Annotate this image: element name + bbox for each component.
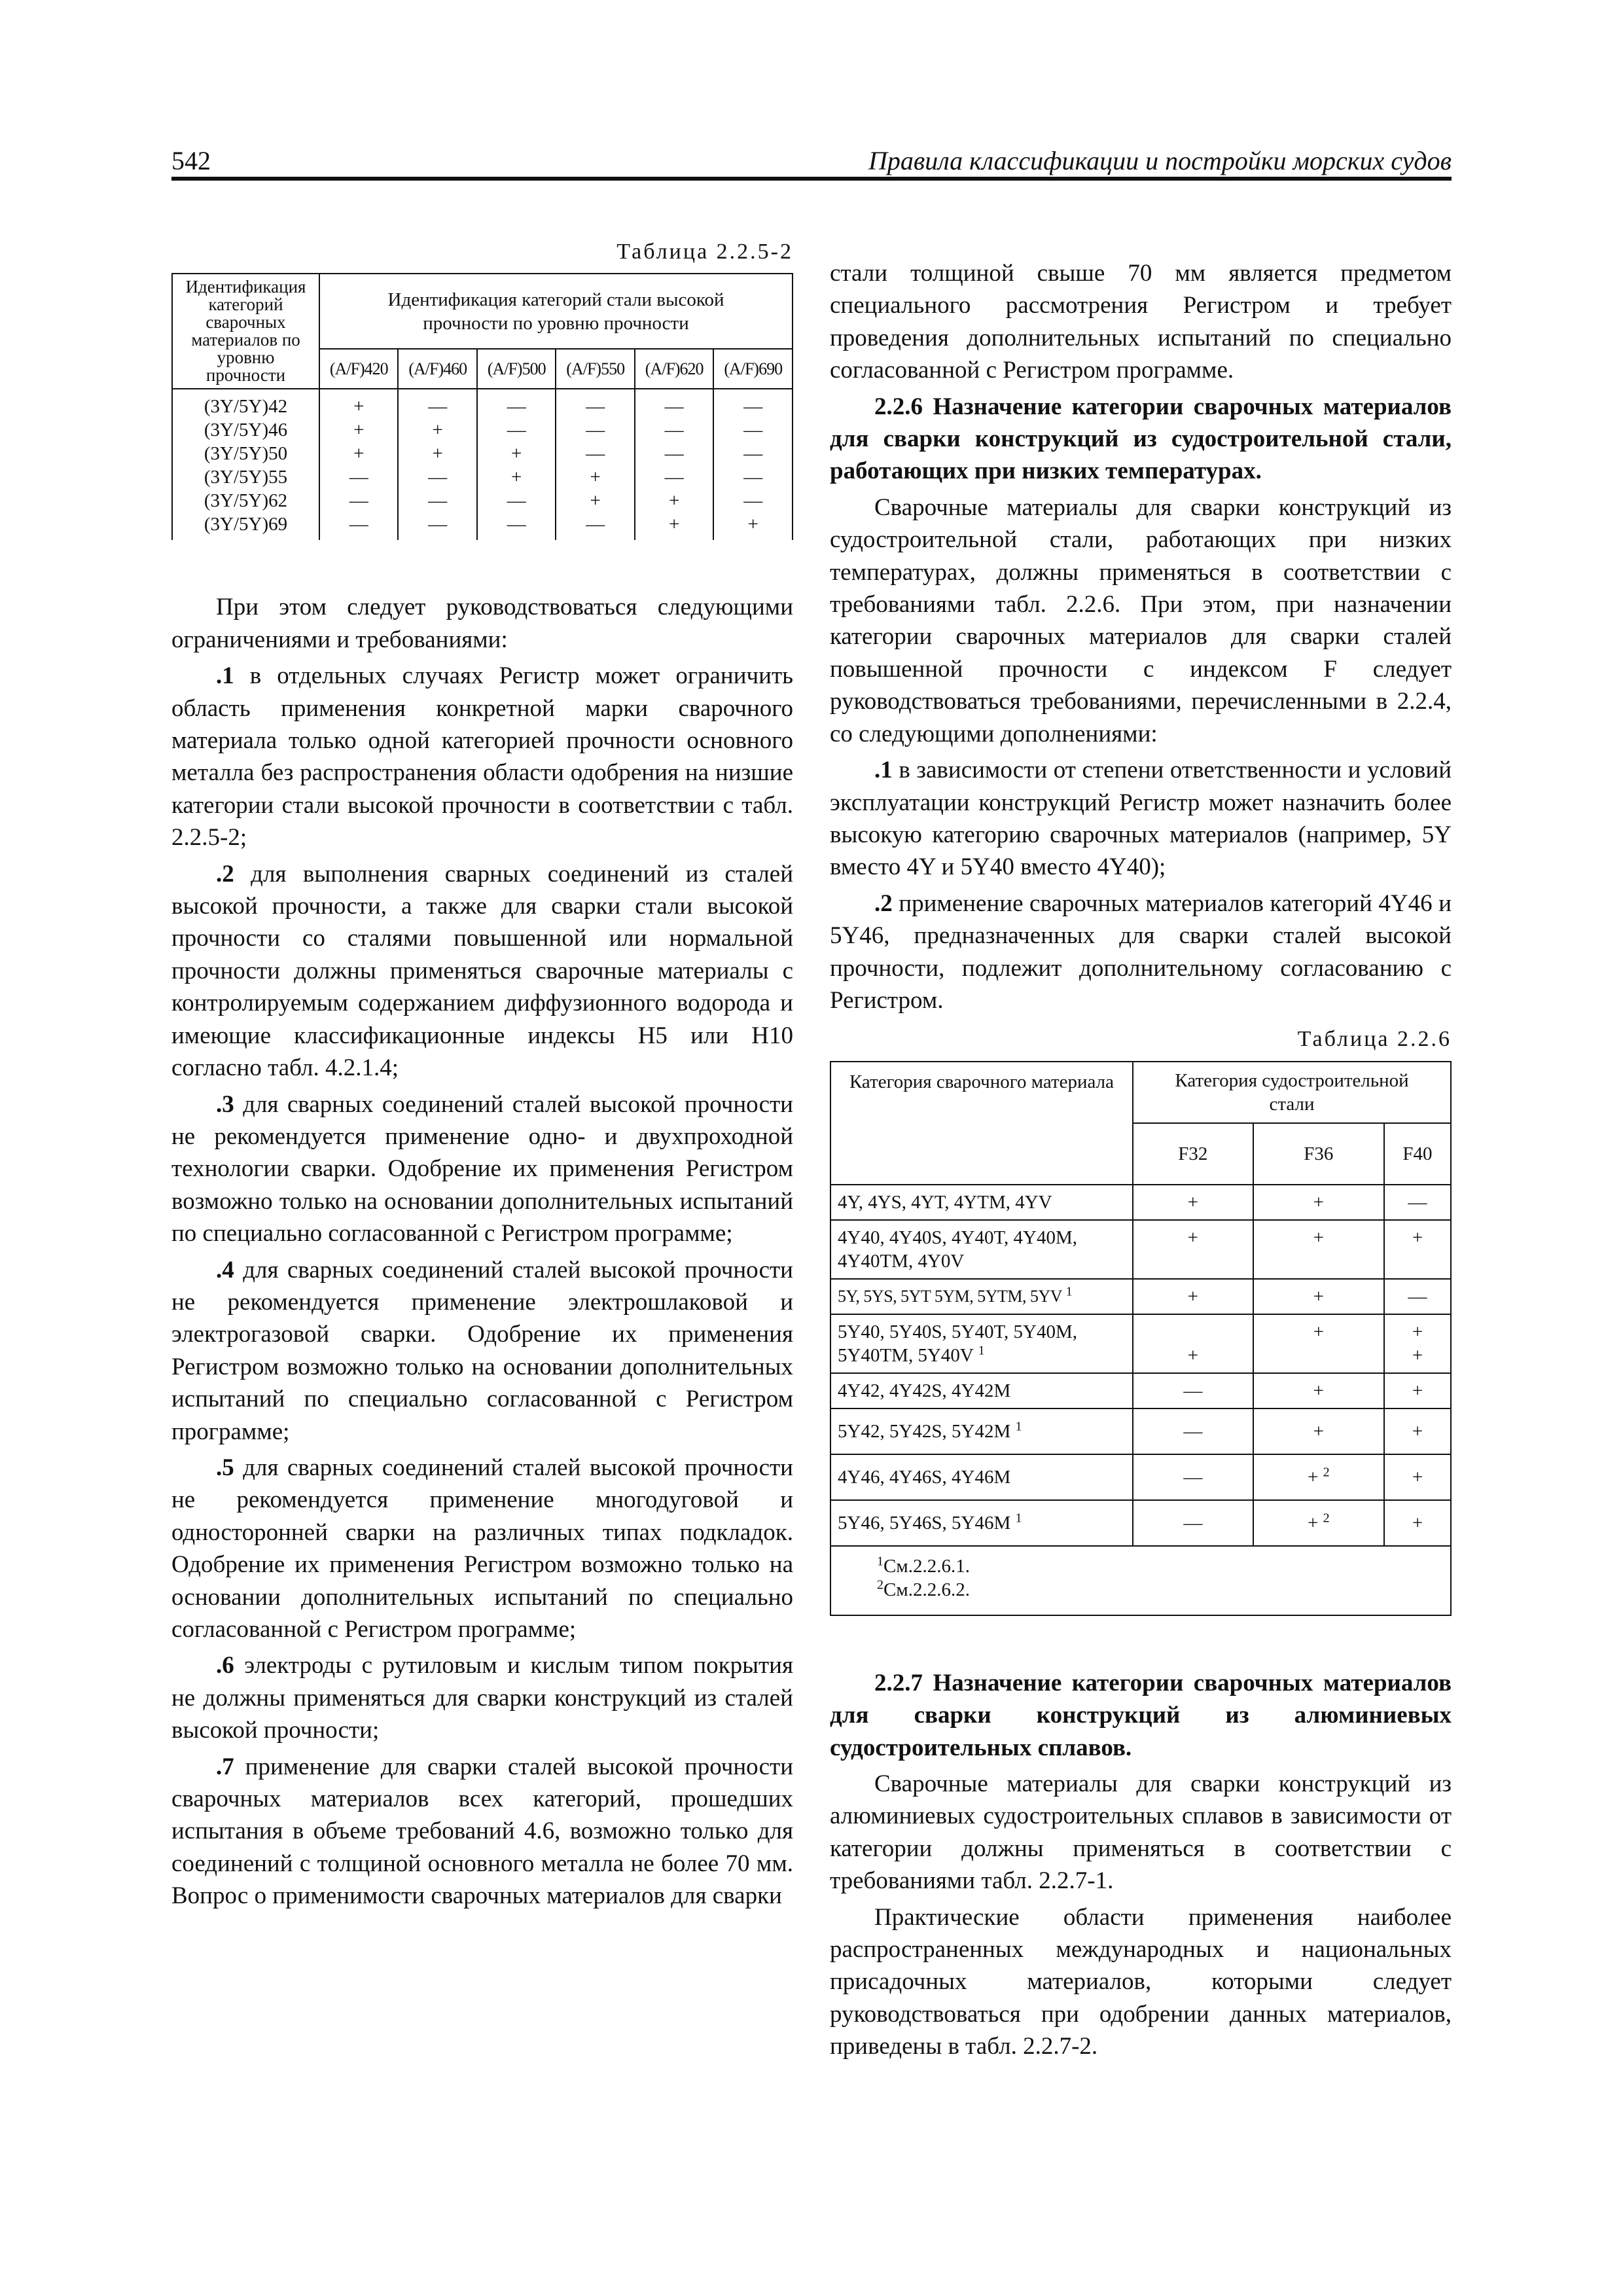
t1-col-header: (A/F)460 xyxy=(398,349,476,389)
footnote-mark: 2 xyxy=(877,1577,883,1592)
footnote-mark: 2 xyxy=(1323,1465,1330,1480)
table-footnotes xyxy=(830,1546,1451,1615)
t1-cell: — xyxy=(713,489,793,512)
footnote-mark: 1 xyxy=(1065,1284,1073,1299)
right-column xyxy=(830,257,1452,2067)
footnote-mark: 1 xyxy=(978,1343,985,1358)
row-label: 5Y42, 5Y42S, 5Y42M xyxy=(838,1420,1011,1442)
row-label: 4Y40, 4Y40S, 4Y40T, 4Y40M, 4Y40TM, 4Y0V xyxy=(838,1227,1077,1272)
item-text: в отдельных случаях Регистр может ограничить область применения конкретной марки сварочного материала только одной категорией прочности основного металла без распространения области одобрения на низшие категории стали высокой прочности в соответствии с табл. 2.2.5-2; xyxy=(171,662,793,852)
t1-col-header: (A/F)500 xyxy=(477,349,556,389)
t2-row-name xyxy=(830,1185,1133,1220)
item-number: .7 xyxy=(216,1753,234,1780)
t1-row-name: (3Y/5Y)55 xyxy=(172,465,319,489)
footnote-mark: 1 xyxy=(1015,1511,1022,1526)
list-item xyxy=(171,858,793,1085)
t2-cell: + xyxy=(1384,1500,1451,1546)
item-text: применение для сварки сталей высокой прочности сварочных материалов всех категорий, прошедших испытания в объеме требований 4.6, возможно только для соединений с толщиной основного металла не более 70 мм. Вопрос о применимости сварочных материалов для сварки xyxy=(171,1753,793,1910)
t1-head-right: Идентификация категорий стали высокой прочности по уровню прочности xyxy=(319,274,793,349)
paragraph: Сварочные материалы для сварки конструкций из судостроительной стали, работающих при низких температурах, должны применяться в соответствии с требованиями табл. 2.2.6. При этом, при назначении категории сварочных материалов для сварки сталей повышенной прочности с индексом F следует руководствоваться требованиями, перечисленными в 2.2.4, со следующими дополнениями: xyxy=(830,493,1452,747)
t1-cell: — xyxy=(556,512,634,540)
table-row xyxy=(172,465,793,489)
item-number: .3 xyxy=(216,1090,234,1118)
t1-cell: + xyxy=(713,512,793,540)
t2-row-name xyxy=(830,1314,1133,1373)
t2-cell: + xyxy=(1253,1279,1384,1314)
t2-cell: + xyxy=(1384,1454,1451,1500)
t2-cell xyxy=(1253,1454,1384,1500)
item-text: для сварных соединений сталей высокой прочности не рекомендуется применение многодуговой и односторонней сварки на различных типах подкладок. Одобрение их применения Регистром возможно только на основании дополнительных испытаний по специально согласованной с Регистром программе; xyxy=(171,1454,793,1643)
t1-cell: — xyxy=(556,418,634,442)
t2-col-header: F40 xyxy=(1384,1123,1451,1185)
t1-col-header: (A/F)620 xyxy=(635,349,713,389)
page-number: 542 xyxy=(171,146,211,175)
list-item xyxy=(830,888,1452,1017)
t2-cell: + xyxy=(1384,1373,1451,1408)
section-heading-2-2-6 xyxy=(830,391,1452,488)
cell-value: + xyxy=(1308,1466,1319,1488)
item-number: .1 xyxy=(874,757,893,784)
footnote-mark: 1 xyxy=(877,1554,883,1569)
item-text: для выполнения сварных соединений из сталей высокой прочности, а также для сварки стали высокой прочности со сталями повышенной или нормальной прочности должны применяться сварочные материалы с контролируемым содержанием диффузионного водорода и имеющие классификационные индексы H5 или H10 согласно табл. 4.2.1.4; xyxy=(171,860,793,1082)
t1-cell: — xyxy=(713,389,793,418)
t2-cell: + xyxy=(1253,1373,1384,1408)
footnote xyxy=(844,1578,1437,1602)
t1-col-header: (A/F)550 xyxy=(556,349,634,389)
t2-cell xyxy=(1253,1500,1384,1546)
row-label: 5Y46, 5Y46S, 5Y46M xyxy=(838,1512,1011,1534)
header-rule xyxy=(171,177,1452,181)
left-column xyxy=(171,236,793,1916)
t2-cell: — xyxy=(1133,1454,1253,1500)
t1-cell: + xyxy=(477,465,556,489)
t2-head-left: Категория сварочного материала xyxy=(830,1062,1133,1185)
item-number: .2 xyxy=(216,860,234,888)
item-text: применение сварочных материалов категорий 4Y46 и 5Y46, предназначенных для сварки сталей высокой прочности, подлежит дополнительному согласованию с Регистром. xyxy=(830,889,1452,1014)
table-row xyxy=(830,1185,1451,1220)
paragraph: Сварочные материалы для сварки конструкций из алюминиевых судостроительных сплавов в зависимости от категории должны применяться в соответствии с требованиями табл. 2.2.7-1. xyxy=(830,1770,1452,1895)
t1-cell: — xyxy=(635,418,713,442)
footnote-mark: 1 xyxy=(1015,1419,1022,1434)
footnote xyxy=(844,1554,1437,1578)
table-2-2-5-2 xyxy=(171,273,793,540)
t2-cell: + xyxy=(1253,1314,1384,1373)
table-2-2-6 xyxy=(830,1061,1452,1616)
t1-cell: — xyxy=(713,465,793,489)
t1-col-header: (A/F)690 xyxy=(713,349,793,389)
item-number: .4 xyxy=(216,1256,234,1283)
item-number: .2 xyxy=(874,889,893,917)
list-item xyxy=(171,660,793,853)
t1-cell: — xyxy=(477,489,556,512)
list-item xyxy=(171,1254,793,1448)
t1-cell: — xyxy=(398,389,476,418)
t1-row-name: (3Y/5Y)46 xyxy=(172,418,319,442)
t1-cell: + xyxy=(556,489,634,512)
table-row xyxy=(172,442,793,465)
t2-cell: + xyxy=(1253,1220,1384,1279)
row-label: 4Y, 4YS, 4YT, 4YTM, 4YV xyxy=(838,1191,1052,1213)
t1-cell: — xyxy=(319,465,398,489)
t1-cell: — xyxy=(635,442,713,465)
t1-cell: + xyxy=(635,512,713,540)
table-2-2-6-caption: Таблица 2.2.6 xyxy=(1297,1027,1452,1052)
t2-head-right: Категория судостроительной стали xyxy=(1133,1062,1451,1123)
item-text: для сварных соединений сталей высокой прочности не рекомендуется применение одно- и двухпроходной технологии сварки. Одобрение их применения Регистром возможно только на основании дополнительных испытаний по специально согласованной с Регистром программе; xyxy=(171,1090,793,1247)
running-title: Правила классификации и постройки морских судов xyxy=(868,146,1452,175)
table-row xyxy=(172,489,793,512)
t1-cell: — xyxy=(713,418,793,442)
footnote-text: См.2.2.6.1. xyxy=(883,1555,970,1577)
t1-cell: + xyxy=(319,442,398,465)
t2-cell: — xyxy=(1133,1500,1253,1546)
table-row xyxy=(830,1314,1451,1373)
t1-cell: + xyxy=(319,389,398,418)
t1-head-left: Идентификация категорий сварочных материалов по уровню прочности xyxy=(172,274,319,389)
t1-cell: — xyxy=(477,512,556,540)
item-number: .5 xyxy=(216,1454,234,1481)
t2-cell: + xyxy=(1133,1279,1253,1314)
t1-cell: + xyxy=(477,442,556,465)
list-item xyxy=(171,1452,793,1645)
t2-row-name xyxy=(830,1373,1133,1408)
t1-cell: + xyxy=(398,442,476,465)
t1-cell: — xyxy=(477,389,556,418)
t1-row-name: (3Y/5Y)50 xyxy=(172,442,319,465)
row-label: 5Y40, 5Y40S, 5Y40T, 5Y40M, 5Y40TM, 5Y40V xyxy=(838,1321,1077,1366)
table-row xyxy=(830,1454,1451,1500)
table-row xyxy=(830,1279,1451,1314)
t2-cell: — xyxy=(1133,1408,1253,1454)
t2-row-name xyxy=(830,1279,1133,1314)
table-row xyxy=(830,1408,1451,1454)
t2-footnotes xyxy=(830,1546,1451,1615)
t2-row-name xyxy=(830,1500,1133,1546)
t1-cell: — xyxy=(635,389,713,418)
list-item xyxy=(830,754,1452,884)
section-title: Назначение категории сварочных материалов для сварки конструкций из судостроительной стали, работающих при низких температурах. xyxy=(830,393,1452,485)
item-text: для сварных соединений сталей высокой прочности не рекомендуется применение электрошлаковой и электрогазовой сварки. Одобрение их применения Регистром возможно только на основании дополнительных испытаний по специально согласованной с Регистром программе; xyxy=(171,1256,793,1445)
row-label: 5Y, 5YS, 5YT 5YM, 5YTM, 5YV xyxy=(838,1286,1062,1306)
item-number: .6 xyxy=(216,1652,234,1679)
footnote-text: См.2.2.6.2. xyxy=(883,1579,970,1600)
table-2-2-5-2-caption: Таблица 2.2.5-2 xyxy=(616,240,793,264)
t2-cell: + xyxy=(1133,1220,1253,1279)
t2-row-name xyxy=(830,1454,1133,1500)
item-text: электроды с рутиловым и кислым типом покрытия не должны применяться для сварки конструкций из сталей высокой прочности; xyxy=(171,1652,793,1744)
t2-cell: — xyxy=(1133,1373,1253,1408)
table-row xyxy=(830,1220,1451,1279)
table-row xyxy=(830,1500,1451,1546)
t1-cell: — xyxy=(319,512,398,540)
t1-row-name: (3Y/5Y)62 xyxy=(172,489,319,512)
t2-col-header: F36 xyxy=(1253,1123,1384,1185)
table-row xyxy=(172,389,793,418)
t1-cell: + xyxy=(635,489,713,512)
t1-cell: — xyxy=(477,418,556,442)
t1-cell: + xyxy=(556,465,634,489)
t2-row-name xyxy=(830,1408,1133,1454)
t1-cell: — xyxy=(398,465,476,489)
item-text: в зависимости от степени ответственности и условий эксплуатации конструкций Регистр может назначить более высокую категорию сварочных материалов (например, 5Y вместо 4Y и 5Y40 вместо 4Y40); xyxy=(830,757,1452,881)
section-number: 2.2.6 xyxy=(874,393,923,420)
list-item xyxy=(171,1649,793,1746)
t1-row-name: (3Y/5Y)42 xyxy=(172,389,319,418)
t2-cell: — xyxy=(1384,1185,1451,1220)
intro-paragraph: При этом следует руководствоваться следующими ограничениями и требованиями: xyxy=(171,594,793,653)
table-row xyxy=(172,418,793,442)
t2-cell: + xyxy=(1253,1185,1384,1220)
t1-cell: — xyxy=(319,489,398,512)
continuation-paragraph: стали толщиной свыше 70 мм является предметом специального рассмотрения Регистром и требует проведения дополнительных испытаний по специально согласованной с Регистром программе. xyxy=(830,260,1452,384)
t1-cell: — xyxy=(556,389,634,418)
item-number: .1 xyxy=(216,662,234,690)
t2-cell: + xyxy=(1133,1314,1253,1373)
t1-cell: — xyxy=(398,489,476,512)
t2-col-header: F32 xyxy=(1133,1123,1253,1185)
list-item xyxy=(171,1088,793,1250)
t2-cell: + xyxy=(1253,1408,1384,1454)
section-number: 2.2.7 xyxy=(874,1669,923,1696)
t2-cell: + xyxy=(1384,1408,1451,1454)
t1-col-header: (A/F)420 xyxy=(319,349,398,389)
t2-cell: + + xyxy=(1384,1314,1451,1373)
section-heading-2-2-7 xyxy=(830,1667,1452,1764)
t1-cell: — xyxy=(398,512,476,540)
t2-cell: + xyxy=(1133,1185,1253,1220)
t1-cell: + xyxy=(319,418,398,442)
t1-row-name: (3Y/5Y)69 xyxy=(172,512,319,540)
t1-cell: + xyxy=(398,418,476,442)
t1-cell: — xyxy=(713,442,793,465)
footnote-mark: 2 xyxy=(1323,1511,1330,1526)
table-row xyxy=(830,1373,1451,1408)
section-title: Назначение категории сварочных материалов для сварки конструкций из алюминиевых судостроительных сплавов. xyxy=(830,1669,1452,1761)
row-label: 4Y46, 4Y46S, 4Y46M xyxy=(838,1466,1011,1488)
row-label: 4Y42, 4Y42S, 4Y42M xyxy=(838,1380,1011,1401)
t2-cell: + xyxy=(1384,1220,1451,1279)
paragraph: Практические области применения наиболее распространенных международных и национальных присадочных материалов, которыми следует руководствоваться при одобрении данных материалов, приведены в табл. 2.2.7-2. xyxy=(830,1903,1452,2060)
t1-cell: — xyxy=(556,442,634,465)
list-item xyxy=(171,1751,793,1912)
t1-cell: — xyxy=(635,465,713,489)
cell-value: + xyxy=(1308,1512,1319,1534)
t2-cell: — xyxy=(1384,1279,1451,1314)
table-row xyxy=(172,512,793,540)
t2-row-name xyxy=(830,1220,1133,1279)
